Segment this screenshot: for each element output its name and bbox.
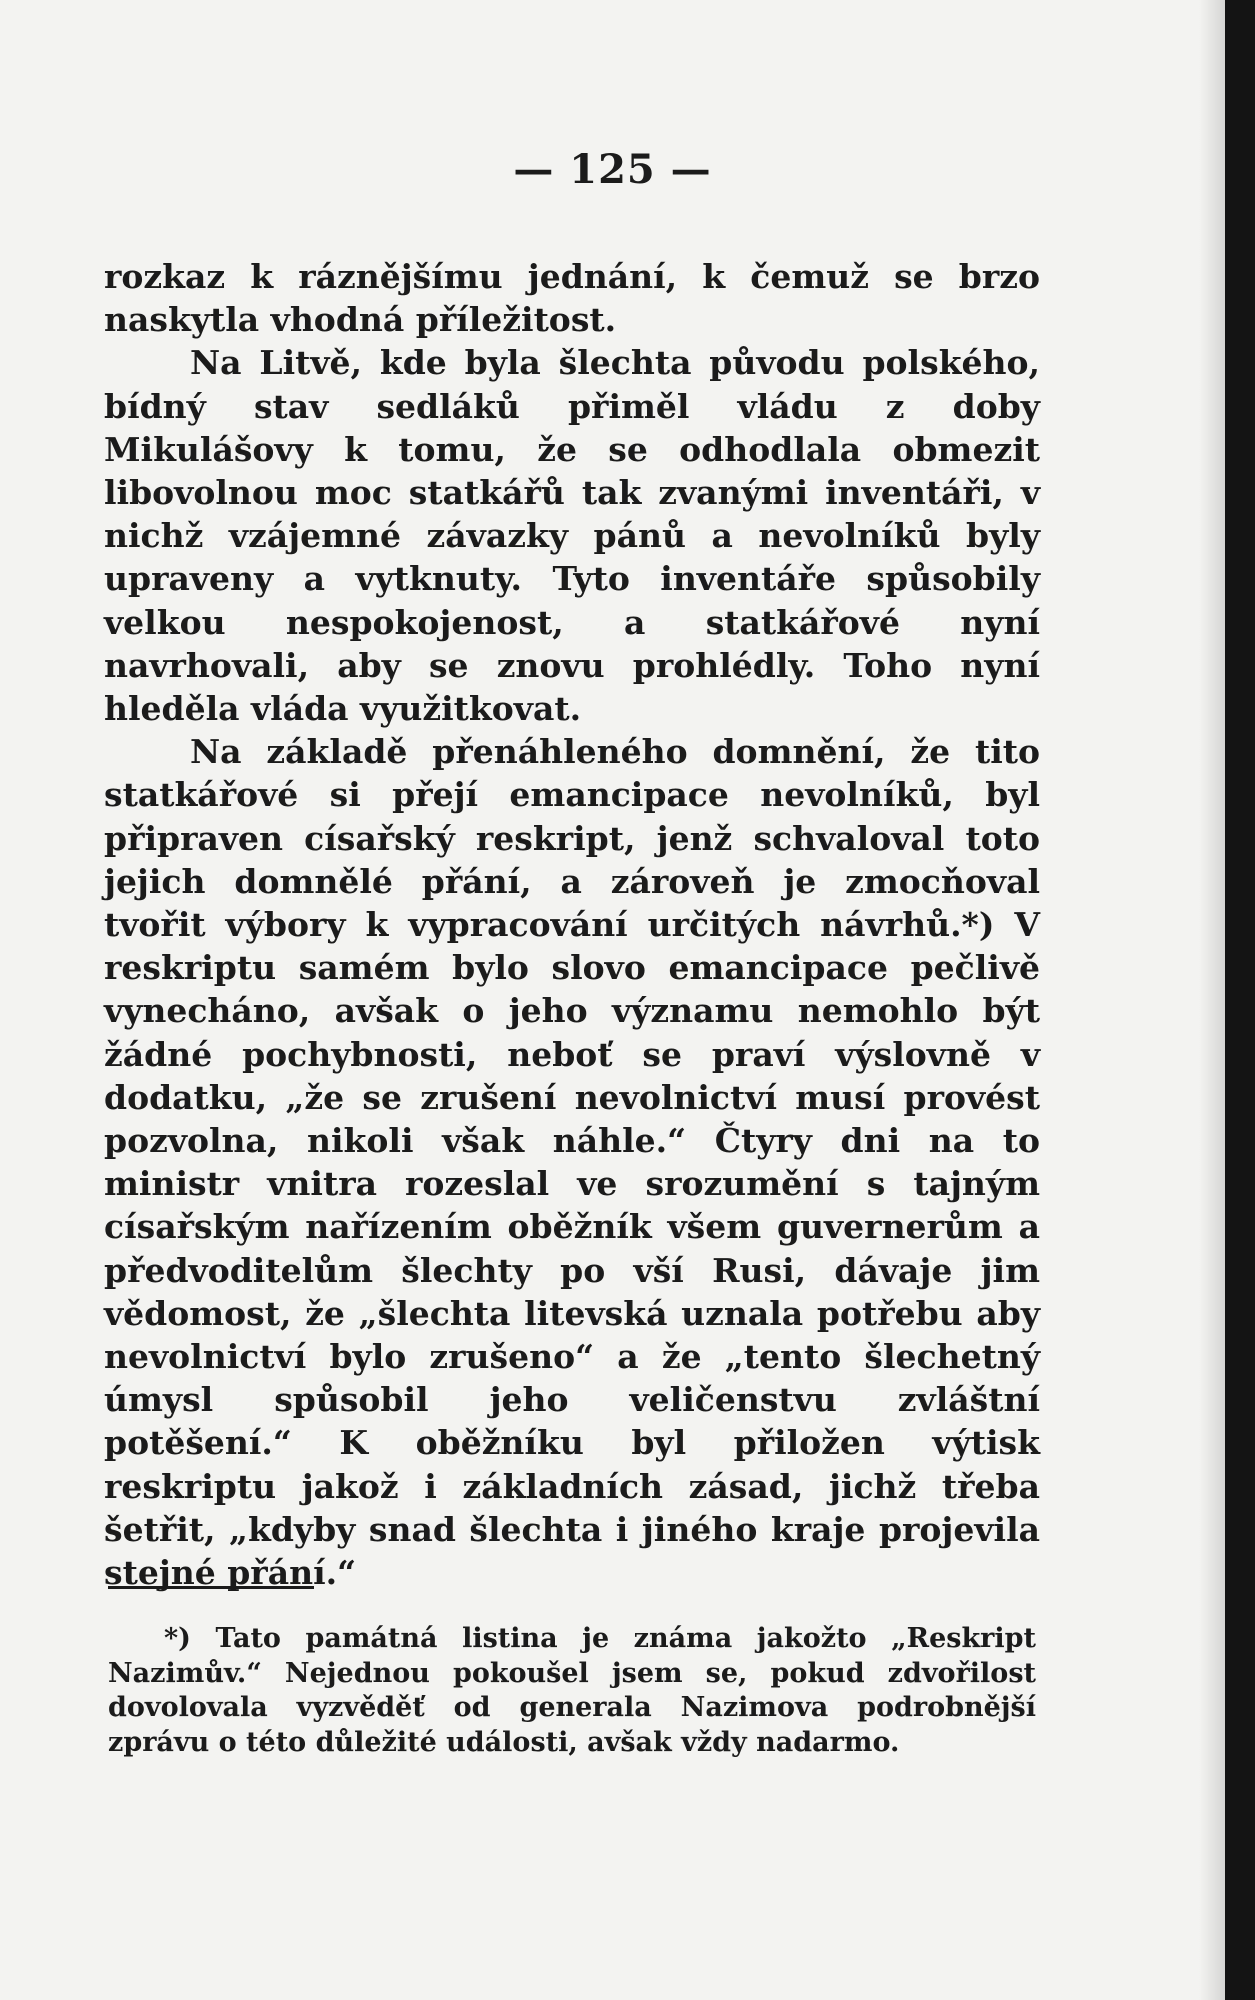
- page-edge-shadow: [1199, 0, 1225, 2000]
- footnote: *) Tato památná listina je známa jakožto „Reskript Nazimův.“ Nejednou pokoušel jsem se, pokud zdvořilost dovolovala vyzvěděť od generala Nazimova podrobnější zprávu o této důležité události, avšak vždy nadarmo.: [108, 1623, 1036, 1758]
- body-text: [104, 255, 1040, 1594]
- paragraph-2: Na Litvě, kde byla šlechta původu polského, bídný stav sedláků přiměl vládu z doby Mikulášovy k tomu, že se odhodlala obmezit libovolnou moc statkářů tak zvanými inventáři, v nichž vzájemné závazky pánů a nevolníků byly upraveny a vytknuty. Tyto inventáře spůsobily velkou nespokojenost, a statkářové nyní navrhovali, aby se znovu prohlédly. Toho nyní hleděla vláda využitkovat.: [104, 343, 1040, 729]
- paragraph-3: Na základě přenáhleného domnění, že tito statkářové si přejí emancipace nevolníků, byl připraven císařský reskript, jenž schvaloval toto jejich domnělé přání, a zároveň je zmocňoval tvořit výbory k vypracování určitých návrhů.*) V reskriptu samém bylo slovo emancipace pečlivě vynecháno, avšak o jeho významu nemohlo být žádné pochybnosti, neboť se praví výslovně v dodatku, „že se zrušení nevolnictví musí provést pozvolna, nikoli však náhle.“ Čtyry dni na to ministr vnitra rozeslal ve srozumění s tajným císařským nařízením oběžník všem guvernerům a předvoditelům šlechty po vší Rusi, dávaje jim vědomost, že „šlechta litevská uznala potřebu aby nevolnictví bylo zrušeno“ a že „tento šlechetný úmysl spůsobil jeho veličenstvu zvláštní potěšení.“ K oběžníku byl přiložen výtisk reskriptu jakož i základních zásad, jichž třeba šetřit, „kdyby snad šlechta i jiného kraje projevila stejné přání.“: [104, 732, 1040, 1593]
- paragraph-1: rozkaz k ráznějšímu jednání, k čemuž se brzo naskytla vhodná příležitost.: [104, 257, 1040, 340]
- page-number: — 125 —: [513, 146, 712, 193]
- footnote-divider: [108, 1586, 314, 1589]
